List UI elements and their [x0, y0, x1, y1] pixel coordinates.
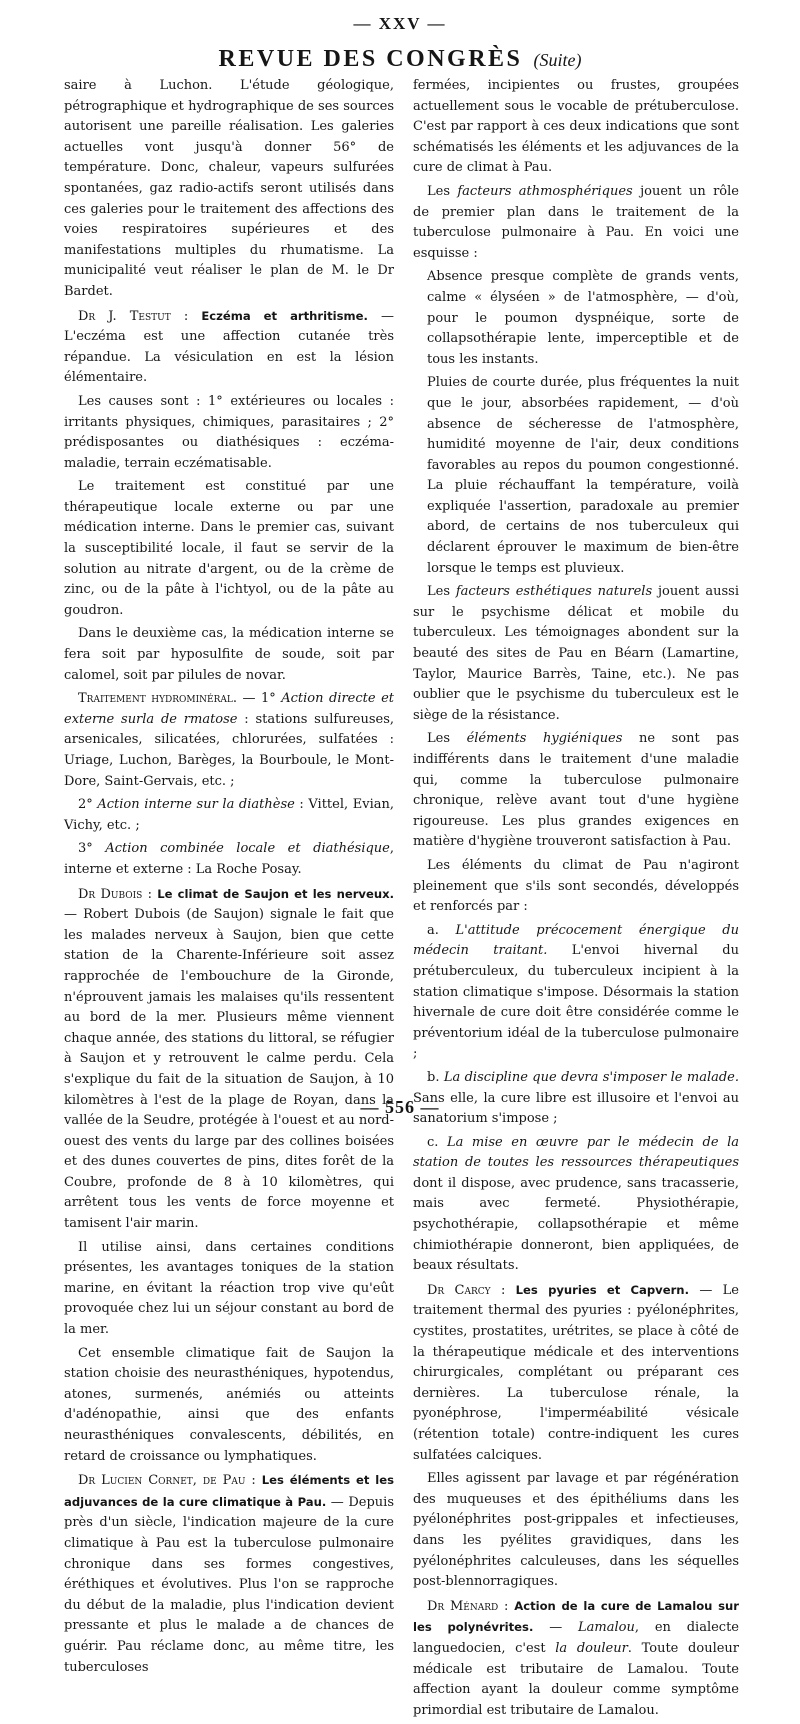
paragraph [64, 76, 394, 303]
section-heading: Les pyuries et Capvern. [515, 1282, 689, 1297]
text-run: jouent un rôle de premier plan dans le traitement de la tuberculose pulmonaire à Pau. En voici une esquisse : [413, 183, 739, 261]
paragraph [413, 267, 739, 370]
paragraph [413, 1469, 739, 1593]
author-name: Dr Lucien Cornet, de Pau : [78, 1473, 262, 1489]
text-run: b. [427, 1069, 444, 1085]
text-run: — Le traitement thermal des pyuries : pyélonéphrites, cystites, prostatites, urétrites, se place à côté de la thérapeutique médicale et des interventions chirurgicales, complétant ou préparant ces dernières. La tuberculose rénale, la pyonéphrose, l'imperméabilité vésicale (rétention totale) contre-indiquent les cures sulfatées calciques. [413, 1282, 740, 1463]
text-run: Pluies de courte durée, plus fréquentes la nuit que le jour, absorbées rapidement, — d'où absence de sécheresse de l'atmosphère, humidité moyenne de l'air, deux conditions favorables au repos du poumon congestionné. La pluie réchauffant la température, voilà expliquée l'assertion, paradoxale au premier abord, de certains de nos tuberculeux qui déclarent éprouver le maximum de bien-être lorsque le temps est pluvieux. [427, 375, 739, 576]
running-title [0, 46, 800, 73]
paragraph [413, 76, 739, 179]
text-run: — Depuis près d'un siècle, l'indication majeure de la cure climatique à Pau est la tuberculose pulmonaire chronique dans ses formes congestives, éréthiques et évolutives. Plus l'on se rapproche du début de la maladie, plus l'indication devient pressante et plus le malade a de chances de guérir. Pau réclame donc, au même titre, les tuberculoses [64, 1494, 394, 1675]
paragraph [64, 306, 394, 389]
italic-phrase: Action interne sur la diathèse [97, 797, 295, 813]
page-number: — 556 — [360, 1097, 440, 1117]
right-column [413, 76, 739, 1724]
text-run: jouent aussi sur le psychisme délicat et mobile du tuberculeux. Les témoignages abondent sur la beauté des sites de Pau en Béarn (Lamartine, Taylor, Maurice Barrès, Taine, etc.). Ne pas oublier que le psychisme du tuberculeux est le siège de la résistance. [413, 584, 739, 723]
italic-phrase: facteurs esthétiques naturels [455, 584, 653, 600]
text-run: . — 1° [232, 691, 282, 707]
text-run: : stations sulfureuses, arsenicales, silicatées, chlorurées, sulfatées : Uriage, Luchon, Barèges, la Bourboule, le Mont-Dore, Saint-Gervais, etc. ; [64, 711, 394, 789]
author-name: Traitement hydrominéral [78, 691, 233, 707]
text-run: , interne et externe : La Roche Posay. [64, 841, 395, 877]
text-run: — Robert Dubois (de Saujon) signale le fait que les malades nerveux à Saujon, bien que cette station de la Charente-Inférieure soit assez rapprochée de l'embouchure de la Gironde, n'éprouvent jamais les malaises qu'ils ressentent au bord de la mer. Plusieurs même viennent chaque année, des stations du littoral, se réfugier à Saujon et y retrouvent le calme perdu. Cela s'explique du fait de la situation de Saujon, à 10 kilomètres à l'est de la plage de Royan, dans la vallée de la Seudre, protégée à l'ouest et au nord-ouest des vents du large par des collines boisées et des dunes couvertes de pins, dites forêt de la Coubre, profonde de 8 à 10 kilomètres, qui arrêtent tous les vents de force moyenne et tamisent l'air marin. [64, 907, 394, 1232]
italic-phrase: Action combinée locale et diathésique [105, 841, 390, 857]
paragraph [413, 1596, 739, 1722]
text-run: c. [427, 1134, 447, 1150]
text-run: Les [427, 731, 467, 747]
text-run: — L'eczéma est une affection cutanée très répandue. La vésiculation en est la lésion élémentaire. [64, 308, 394, 386]
paragraph [64, 689, 394, 792]
title-suite: (Suite) [533, 50, 582, 70]
title-text: REVUE DES CONGRÈS [218, 46, 523, 72]
text-run: Absence presque complète de grands vents, calme « élyséen » de l'atmosphère, — d'où, pour le poumon dyspnéique, sorte de collapsothérapie lente, imperceptible et de tous les instants. [427, 269, 739, 367]
italic-phrase: la douleur [555, 1640, 628, 1656]
text-run: 2° [78, 797, 98, 813]
italic-phrase: éléments hygiéniques [466, 731, 623, 747]
author-name: Dr Carcy : [427, 1282, 516, 1298]
author-name: Dr J. Testut : [78, 308, 202, 324]
paragraph [413, 729, 739, 853]
section-heading: Les éléments et les adjuvances de la cure climatique à Pau. [64, 1473, 394, 1509]
paragraph [64, 1470, 394, 1678]
text-run: Il utilise ainsi, dans certaines conditions présentes, les avantages toniques de la station marine, en évitant la réaction trop vive qu'eût provoquée chez lui un séjour constant au bord de la mer. [64, 1239, 394, 1338]
paragraph [64, 839, 394, 880]
author-name: Dr Ménard : [427, 1598, 515, 1614]
paragraph [413, 582, 739, 726]
section-heading: Action de la cure de Lamalou sur les polynévrites. [413, 1598, 739, 1635]
text-run: a. [427, 922, 456, 938]
italic-phrase: L'attitude précocement énergique du médecin traitant. [413, 922, 739, 959]
text-run: fermées, incipientes ou frustes, groupées actuellement sous le vocable de prétuberculose. C'est par rapport à ces deux indications que sont schématisés les éléments et les adjuvances de la cure de climat à Pau. [413, 78, 739, 176]
section-heading: Eczéma et arthritisme. [201, 308, 368, 323]
text-run: L'envoi hivernal du prétuberculeux, du tuberculeux incipient à la station climatique s'impose. Désormais la station hivernale de cure doit être considérée comme le préventorium idéal de la tuberculose pulmonaire ; [413, 943, 740, 1062]
paragraph [64, 795, 394, 836]
paragraph [413, 1133, 739, 1277]
left-column [64, 76, 394, 1681]
section-heading: Le climat de Saujon et les nerveux. [157, 886, 394, 901]
paragraph [413, 182, 739, 264]
paragraph [413, 1280, 739, 1466]
text-run: , en dialecte languedocien, c'est [413, 1620, 740, 1656]
italic-phrase: Lamalou [578, 1620, 635, 1636]
text-run: Cet ensemble climatique fait de Saujon la station choisie des neurasthéniques, hypotendus, atones, surmenés, anémiés ou atteints d'adénopathie, ainsi que des enfants neurasthéniques convalescents, débilités, en retard de croissance ou lymphatiques. [64, 1345, 394, 1464]
paragraph [64, 1344, 394, 1468]
text-run: . Toute douleur médicale est tributaire de Lamalou. Toute affection ayant la douleur comme symptôme primordial est tributaire de Lamalou. [413, 1640, 740, 1718]
text-run: Les éléments du climat de Pau n'agiront pleinement que s'ils sont secondés, développés et renforcés par : [413, 857, 739, 915]
paragraph [413, 921, 739, 1065]
paragraph [413, 373, 739, 579]
text-run: ne sont pas indifférents dans le traitement d'une maladie qui, comme la tuberculose pulmonaire chronique, relève avant tout d'une hygiène rigoureuse. Les plus grandes exigences en matière d'hygiène trouveront satisfaction à Pau. [413, 731, 739, 850]
text-run: 3° [78, 841, 106, 857]
text-run: Les [427, 183, 458, 199]
section-number: — XXV — [353, 14, 447, 33]
paragraph [64, 884, 394, 1235]
text-run: saire à Luchon. L'étude géologique, pétrographique et hydrographique de ses sources autorisent une pareille réalisation. Les galeries actuelles vont jusqu'à donner 56° de température. Donc, chaleur, vapeurs sulfurées spontanées, gaz radio-actifs seront utilisés dans ces galeries pour le traitement des affections des voies respiratoires supérieures et des manifestations multiples du rhumatisme. La municipalité veut réaliser le plan de M. le Dr Bardet. [64, 78, 394, 299]
text-run: Elles agissent par lavage et par régénération des muqueuses et des épithéliums dans les pyélonéphrites post-grippales et infectieuses, dans les pyélites gravidiques, dans les pyélonéphrites calculeuses, dans les séquelles post-blennorragiques. [413, 1471, 739, 1590]
text-run: dont il dispose, avec prudence, sans tracasserie, mais avec fermeté. Physiothérapie, psychothérapie, collapsothérapie et même chimiothérapie donneront, bien appliquées, de beaux résultats. [413, 1175, 739, 1274]
paragraph [413, 856, 739, 918]
text-run: — [533, 1620, 579, 1636]
italic-phrase: facteurs athmosphériques [457, 183, 633, 199]
text-run: Les causes sont : 1° extérieures ou locales : irritants physiques, chimiques, parasitaires ; 2° prédisposantes ou diathésiques : eczéma-maladie, terrain eczématisable. [64, 393, 394, 471]
italic-phrase: Action directe et externe surla de rmatose [64, 691, 394, 727]
paragraph [64, 477, 394, 621]
text-run: : Vittel, Evian, Vichy, etc. ; [64, 797, 394, 833]
paragraph [64, 624, 394, 686]
italic-phrase: La mise en œuvre par le médecin de la station de toutes les ressources thérapeutiques [413, 1134, 740, 1171]
text-run: Dans le deuxième cas, la médication interne se fera soit par hyposulfite de soude, soit par calomel, soit par pilules de novar. [64, 626, 394, 683]
paragraph [64, 1238, 394, 1341]
italic-phrase: La discipline que devra s'imposer le malade. [443, 1069, 739, 1085]
text-run: Les [427, 584, 456, 600]
text-run: Le traitement est constitué par une thérapeutique locale externe ou par une médication interne. Dans le premier cas, suivant la susceptibilité locale, il faut se servir de la solution au nitrate d'argent, ou de la crème de zinc, ou de la pâte à l'ichtyol, ou de la pâte au goudron. [64, 479, 394, 618]
text-run: Sans elle, la cure libre est illusoire et l'envoi au sanatorium s'impose ; [413, 1090, 739, 1127]
paragraph [64, 392, 394, 474]
author-name: Dr Dubois : [78, 886, 158, 902]
